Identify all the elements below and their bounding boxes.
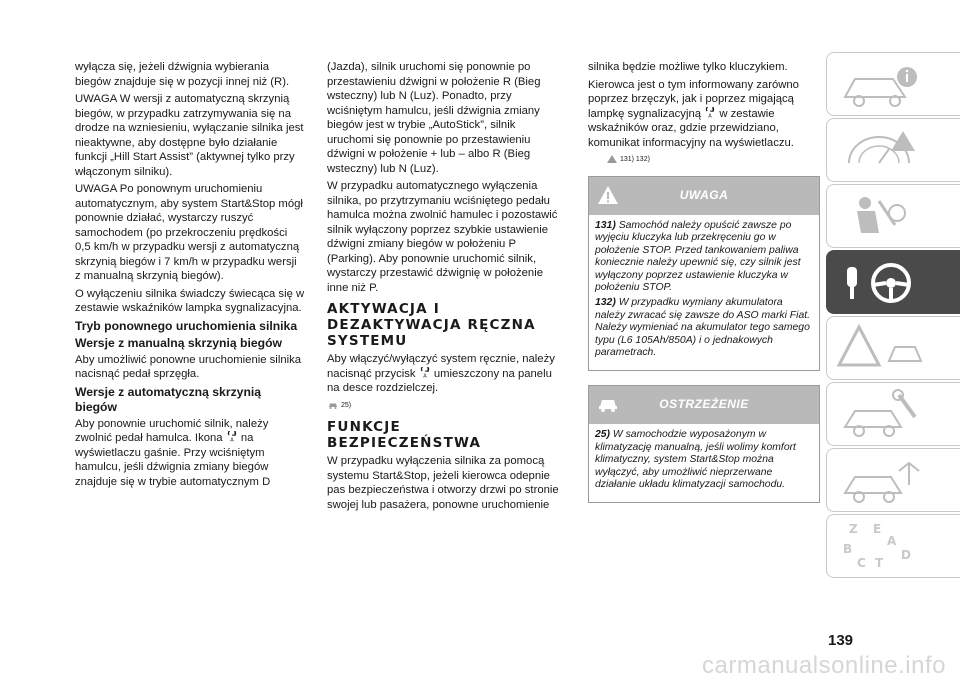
chapter-tabs: [826, 52, 960, 612]
text-column-2: [327, 60, 559, 515]
watermark: carmanualsonline.info: [702, 652, 946, 679]
reference-numbers: 131) 132): [619, 156, 650, 163]
page-number: 139: [828, 632, 854, 649]
index-letter: E: [873, 522, 882, 536]
index-letter: B: [843, 542, 853, 556]
car-info-icon: [835, 57, 925, 113]
index-letter: T: [875, 556, 884, 570]
paragraph-text: Aby włączyć/wyłączyć system ręcznie, należy nacisnąć przycisk: [327, 353, 555, 380]
caution-item: [595, 220, 813, 296]
wrench-car-icon: [835, 387, 925, 443]
item-text: Samochód należy opuścić zawsze po wyjęciu kluczyka lub przekręceniu go w położenie STOP. Przed tankowaniem paliwa koniecznie należy upewnić się, czy silnik jest wyłączony poprzez ustawienie kluczyka w położeniu STOP.: [595, 219, 801, 294]
paragraph: silnika będzie możliwe tylko kluczykiem.: [588, 61, 788, 73]
start-stop-icon: [226, 431, 238, 442]
text-column-1: [75, 60, 305, 492]
index-letter: A: [887, 534, 897, 548]
tab-technical-data[interactable]: [826, 448, 960, 512]
warning-box: [588, 385, 820, 503]
svg-text:A: A: [708, 113, 712, 118]
paragraph: wyłącza się, jeżeli dźwignia wybierania biegów znajduje się w pozycji innej niż (R).: [75, 61, 290, 88]
paragraph-text: na wyświetlaczu gaśnie. Przy wciśniętym hamulcu, jeśli dźwignia zmiany biegów znajduje się w trybie automatycznym D: [75, 432, 271, 488]
warning-reference: [327, 399, 559, 414]
warning-box-header: [589, 386, 819, 424]
section-subheading: Wersje z manualną skrzynią biegów: [75, 335, 283, 350]
item-text: W samochodzie wyposażonym w klimatyzację manualną, jeśli wolimy komfort klimatyczny, system Start&Stop można wyłączyć, aby umożliwić nieprzerwane działanie układu klimatyzacji samochodu.: [595, 429, 796, 491]
paragraph: Aby umożliwić ponowne uruchomienie silnika nacisnąć pedał sprzęgła.: [75, 353, 302, 380]
tab-maintenance[interactable]: [826, 382, 960, 446]
car-warning-icon: [327, 400, 339, 410]
paragraph: [327, 352, 559, 396]
warning-triangle-icon: [835, 321, 925, 377]
svg-text:A: A: [422, 373, 427, 378]
airbag-safety-icon: [835, 189, 925, 245]
warning-item: [595, 429, 813, 492]
paragraph: [75, 417, 305, 490]
tab-safety[interactable]: [826, 184, 960, 248]
section-heading: AKTYWACJA I DEZAKTYWACJA RĘCZNA SYSTEMU: [327, 301, 536, 349]
tab-index[interactable]: [826, 514, 960, 578]
caution-box-body: [589, 215, 819, 371]
item-number: 25): [595, 429, 611, 441]
technical-data-icon: [835, 453, 925, 509]
warning-box-body: [589, 424, 819, 502]
paragraph-text: Kierowca jest o tym informowany zarówno poprzez brzęczyk, jak i poprzez migającą lampkę sygnalizacyjną: [588, 78, 799, 120]
index-letter: Z: [849, 522, 858, 536]
item-number: 131): [595, 219, 616, 231]
caution-box: [588, 176, 820, 372]
paragraph: W przypadku automatycznego wyłączenia silnika, po przytrzymaniu wciśniętego pedału hamulca można zwolnić hamulec i pozostawić silnik wyłączony poprzez szybkie ustawienie dźwigni zmiany biegów w położeniu P (Parking). Aby ponownie uruchomić silnik, wystarczy przestawić dźwignię w położenie inne niż P.: [327, 180, 558, 294]
item-number: 132): [595, 297, 616, 309]
tab-emergency[interactable]: [826, 316, 960, 380]
paragraph: W przypadku wyłączenia silnika za pomocą systemu Start&Stop, jeżeli kierowca odepnie pas bezpieczeństwa i otworzy drzwi po stronie swojej lub pasażera, ponowne uruchomienie: [327, 455, 559, 511]
paragraph: UWAGA Po ponownym uruchomieniu automatycznym, aby system Start&Stop mógł ponownie działać, wystarczy ruszyć samochodem (po przekroczeniu prędkości 0,5 km/h w przypadku wersji z automatyczną skrzynią biegów i 7 km/h w przypadku wersji z manualną skrzynią biegów).: [75, 183, 303, 282]
caution-box-title: UWAGA: [679, 187, 729, 202]
text-column-3: [588, 60, 820, 503]
paragraph: [588, 78, 820, 151]
tab-dashboard[interactable]: [826, 118, 960, 182]
paragraph: (Jazda), silnik uruchomi się ponownie po przestawieniu dźwigni w położenie R (Bieg wsteczny) lub N (Luz). Ponadto, przy wciśniętym hamulcu, jeśli dźwignia zmiany biegów jest w trybie „AutoStick”, silnik uruchomi się ponownie po przestawieniu dźwigni w położenie + lub – albo R (Bieg wsteczny) lub N (Luz).: [327, 61, 541, 175]
tab-car-info[interactable]: [826, 52, 960, 116]
paragraph: O wyłączeniu silnika świadczy świecąca się w zestawie wskaźników lampka sygnalizacyjna.: [75, 287, 305, 314]
index-letter: C: [857, 556, 866, 570]
paragraph: UWAGA W wersji z automatyczną skrzynią biegów, w przypadku zatrzymywania się na drodze na wzniesieniu, wyłączanie silnika jest nieaktywne, aby dostępne było działanie funkcji „Hill Start Assist” (aktywnej tylko przy włączonym silniku).: [75, 93, 304, 178]
item-text: W przypadku wymiany akumulatora należy zwracać się zawsze do ASO marki Fiat. Należy wymieniać na akumulator tego samego typu (L6 105Ah/850A) i o jednakowych parametrach.: [595, 297, 811, 359]
section-heading: Tryb ponownego uruchomienia silnika: [75, 318, 298, 333]
section-subheading: Wersje z automatyczną skrzynią biegów: [75, 384, 262, 414]
index-letter: D: [901, 548, 911, 562]
start-stop-warning-icon: [704, 107, 716, 118]
index-letters-icon: [835, 519, 925, 575]
caution-item: [595, 297, 813, 360]
section-heading: FUNKCJE BEZPIECZEŃSTWA: [327, 419, 482, 451]
key-steering-wheel-icon: [835, 255, 925, 311]
tab-starting-driving[interactable]: [826, 250, 960, 314]
caution-box-header: [589, 177, 819, 215]
caution-reference: [606, 153, 820, 168]
paragraph-text: umieszczony na panelu na desce rozdzielczej.: [327, 367, 552, 394]
warning-box-title: OSTRZEŻENIE: [659, 397, 749, 412]
paragraph-text: w zestawie wskaźników oraz, gdzie przewidziano, komunikat informacyjny na wyświetlaczu.: [588, 107, 794, 149]
warning-triangle-small-icon: [606, 154, 618, 164]
svg-text:A: A: [230, 437, 234, 442]
start-stop-button-icon: [419, 367, 431, 378]
reference-number: 25): [340, 401, 352, 409]
dashboard-warning-icon: [835, 123, 925, 179]
paragraph-text: Aby ponownie uruchomić silnik, należy zwolnić pedał hamulca. Ikona: [75, 417, 269, 444]
